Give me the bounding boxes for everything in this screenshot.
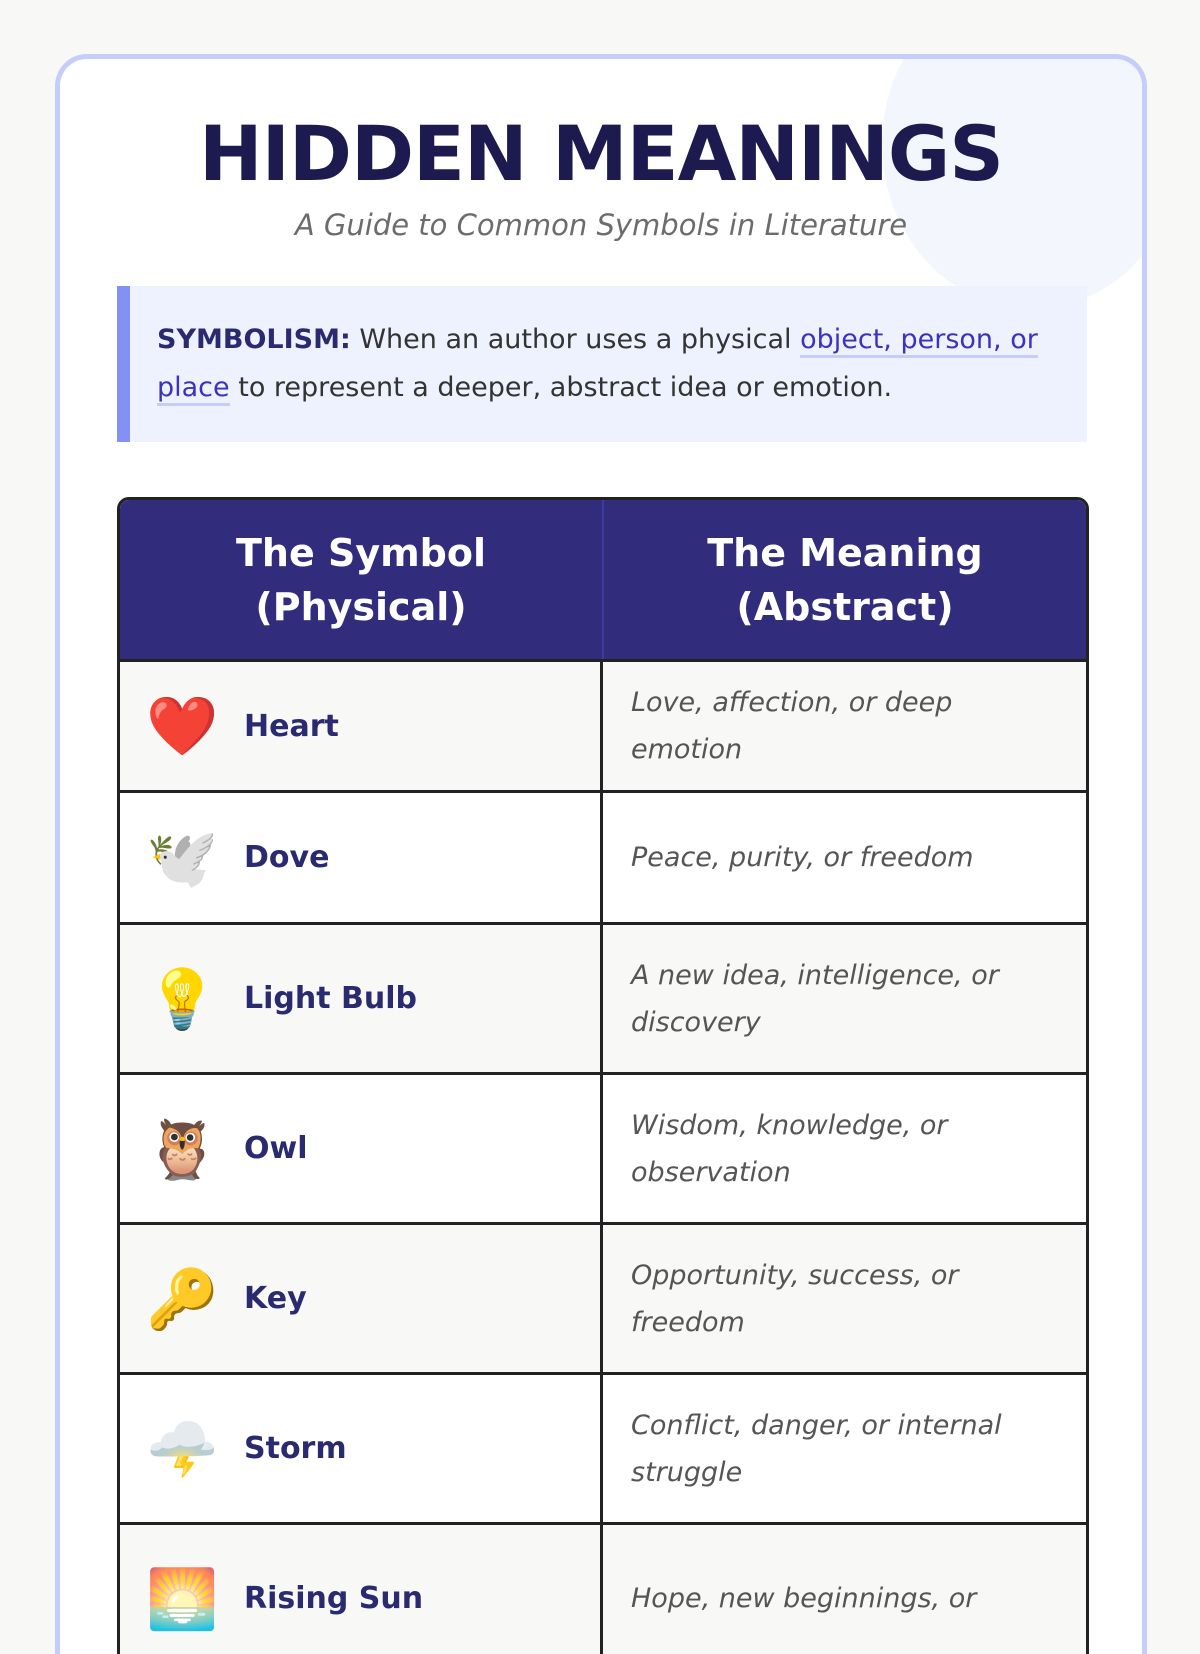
- symbol-cell: [120, 793, 603, 922]
- highlight-link[interactable]: object, person, or: [800, 324, 1038, 358]
- meaning-cell: [603, 793, 1086, 922]
- heart-icon: ❤️: [146, 692, 219, 760]
- header-text: The Symbol: [235, 530, 487, 575]
- light-bulb-icon: 💡: [146, 964, 219, 1033]
- table-row: [120, 662, 1086, 793]
- symbol-name: Dove: [244, 840, 330, 875]
- symbol-cell: [120, 925, 603, 1072]
- header-text: (Abstract): [736, 584, 954, 629]
- meaning-text: Love, affection, or deep emotion: [631, 687, 953, 765]
- symbol-cell: [120, 1075, 603, 1222]
- symbol-cell: [120, 1525, 603, 1654]
- definition-term: SYMBOLISM:: [157, 324, 351, 355]
- definition-text: to represent a deeper, abstract idea or emotion.: [229, 372, 893, 403]
- meaning-cell: [603, 1225, 1086, 1372]
- symbol-cell: [120, 662, 603, 790]
- symbol-name: Storm: [244, 1431, 347, 1466]
- table-row: [120, 1075, 1086, 1225]
- definition-box: [117, 286, 1087, 442]
- meaning-text: Peace, purity, or freedom: [631, 842, 974, 873]
- meaning-cell: [603, 1075, 1086, 1222]
- symbol-name: Key: [244, 1281, 307, 1316]
- meaning-text: Conflict, danger, or internal struggle: [631, 1409, 1002, 1488]
- page-title: HIDDEN MEANINGS: [198, 109, 1003, 198]
- header-text: (Physical): [255, 584, 467, 629]
- table-header: [120, 500, 1086, 662]
- meaning-cell: [603, 1525, 1086, 1654]
- key-icon: 🔑: [146, 1264, 219, 1333]
- highlight-link[interactable]: place: [157, 372, 230, 406]
- symbols-table: [117, 497, 1089, 1654]
- header-text: The Meaning: [707, 530, 983, 575]
- content-card: [55, 54, 1147, 1654]
- table-row: [120, 1225, 1086, 1375]
- dove-icon: 🕊️: [146, 823, 219, 892]
- symbol-name: Heart: [244, 708, 339, 744]
- symbol-cell: [120, 1375, 603, 1522]
- meaning-cell: [603, 1375, 1086, 1522]
- meaning-text: Wisdom, knowledge, or observation: [631, 1109, 948, 1188]
- symbol-name: Rising Sun: [244, 1581, 424, 1616]
- header-symbol: [120, 500, 604, 659]
- meaning-text: A new idea, intelligence, or discovery: [631, 959, 999, 1038]
- header-meaning: [604, 500, 1086, 659]
- meaning-cell: [603, 662, 1086, 790]
- table-row: [120, 793, 1086, 925]
- page-subtitle: A Guide to Common Symbols in Literature: [294, 208, 908, 242]
- owl-icon: 🦉: [146, 1114, 219, 1183]
- meaning-text: Hope, new beginnings, or: [631, 1583, 977, 1614]
- definition-text: When an author uses a physical: [350, 324, 801, 355]
- table-row: [120, 1375, 1086, 1525]
- meaning-text: Opportunity, success, or freedom: [631, 1259, 959, 1338]
- table-row: [120, 1525, 1086, 1654]
- rising-sun-icon: 🌅: [146, 1564, 219, 1633]
- table-row: [120, 925, 1086, 1075]
- storm-icon: 🌩️: [146, 1414, 219, 1483]
- symbol-name: Owl: [244, 1131, 308, 1166]
- symbol-cell: [120, 1225, 603, 1372]
- symbol-name: Light Bulb: [244, 981, 417, 1016]
- meaning-cell: [603, 925, 1086, 1072]
